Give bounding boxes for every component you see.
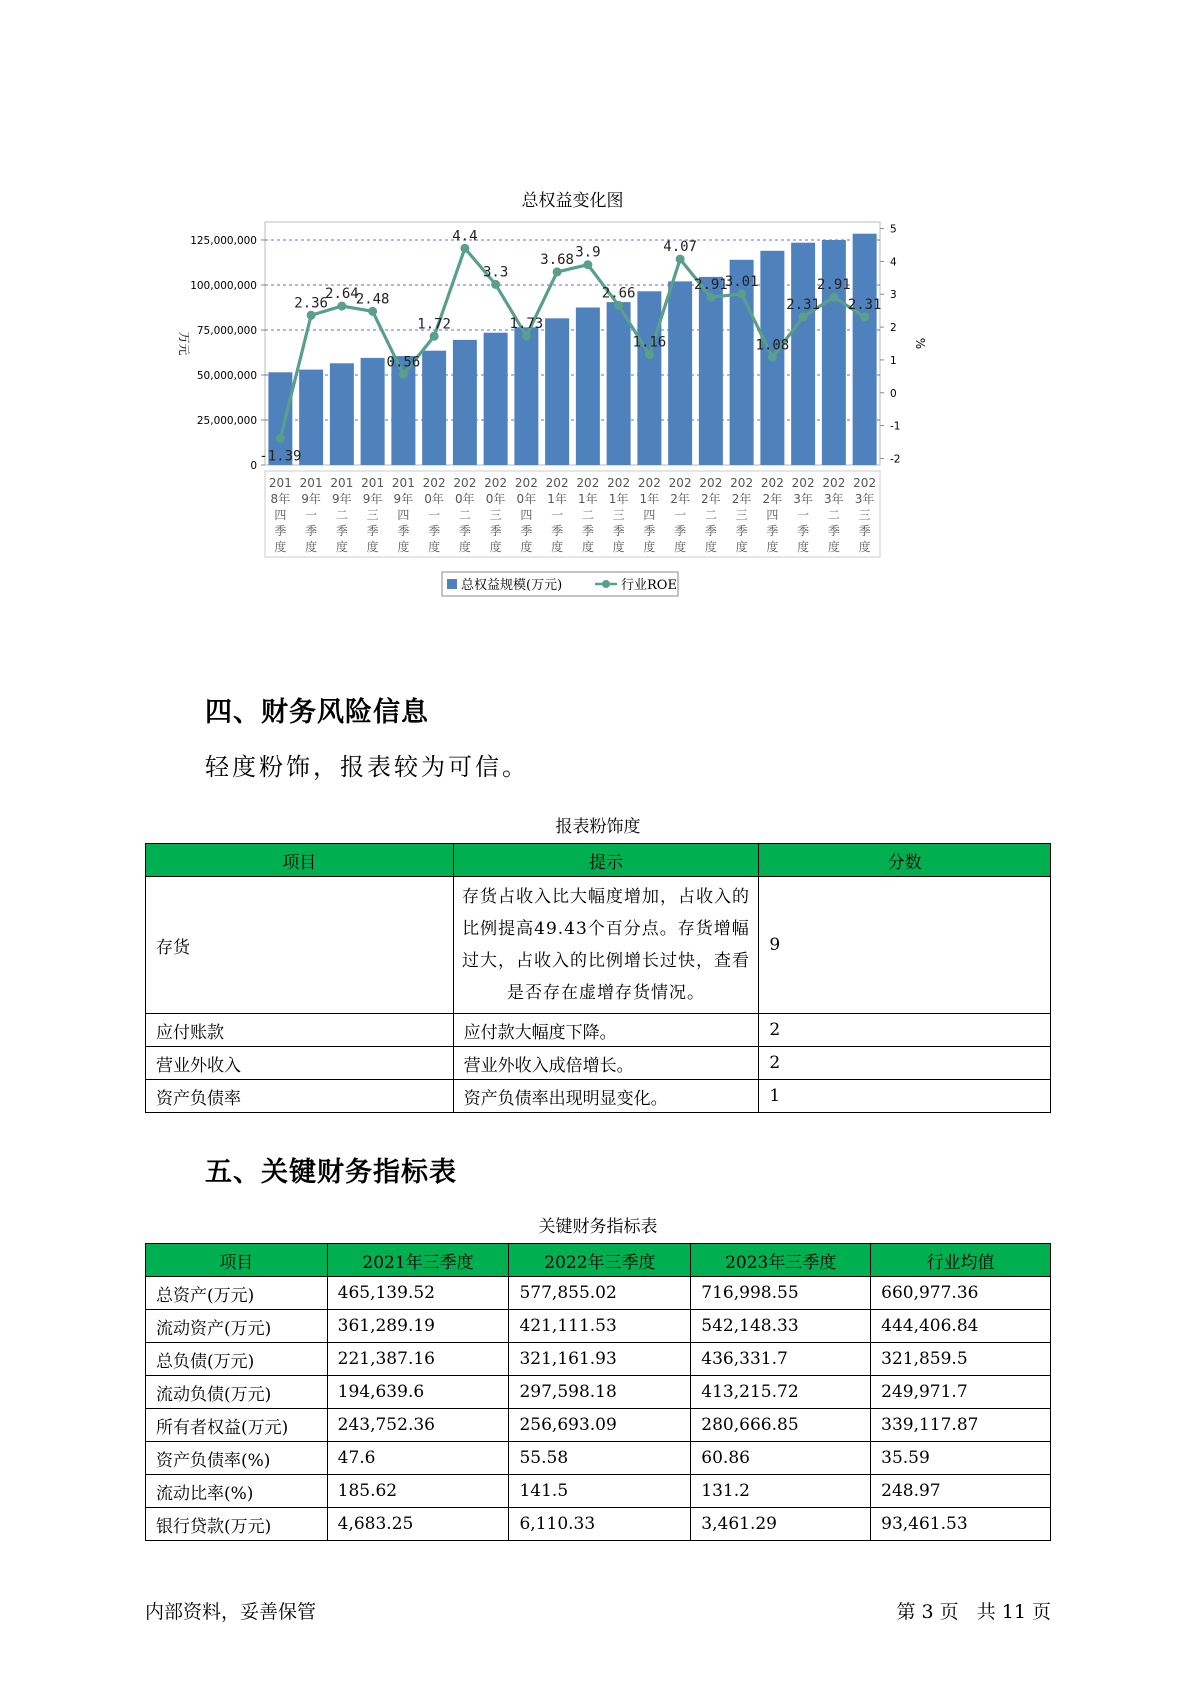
y-right-tick-label: 0 bbox=[890, 387, 897, 400]
value-cell: 297,598.18 bbox=[509, 1376, 691, 1409]
risk-summary: 轻度粉饰，报表较为可信。 bbox=[205, 753, 529, 781]
value-cell: 141.5 bbox=[509, 1475, 691, 1508]
roe-data-label: 1.16 bbox=[632, 334, 667, 351]
equity-chart-svg bbox=[170, 190, 960, 650]
roe-data-label: 3.3 bbox=[482, 264, 509, 281]
item-cell: 应付账款 bbox=[146, 1014, 454, 1047]
roe-point bbox=[768, 353, 777, 362]
item-cell: 存货 bbox=[146, 877, 454, 1014]
table-header-cell: 2022年三季度 bbox=[509, 1244, 691, 1277]
roe-point bbox=[553, 267, 562, 276]
table-header-cell: 2023年三季度 bbox=[691, 1244, 871, 1277]
table-header-row bbox=[146, 1244, 1051, 1277]
score-cell: 2 bbox=[759, 1014, 1051, 1047]
y-left-tick-label: 0 bbox=[250, 460, 257, 472]
roe-data-label: 2.31 bbox=[786, 296, 820, 313]
x-tick-label: 202 0年二季度 bbox=[453, 476, 477, 554]
table-row bbox=[146, 1047, 1051, 1080]
value-cell: 60.86 bbox=[691, 1442, 871, 1475]
roe-point bbox=[706, 293, 715, 302]
x-tick-label: 202 3年三季度 bbox=[853, 476, 877, 554]
item-cell: 总资产(万元) bbox=[146, 1277, 328, 1310]
value-cell: 321,859.5 bbox=[871, 1343, 1051, 1376]
y-right-axis-title: % bbox=[913, 337, 927, 350]
item-cell: 营业外收入 bbox=[146, 1047, 454, 1080]
roe-data-label: 3.01 bbox=[724, 273, 759, 290]
value-cell: 4,683.25 bbox=[327, 1508, 509, 1541]
table-header-cell: 提示 bbox=[453, 844, 759, 877]
roe-point bbox=[829, 293, 838, 302]
value-cell: 421,111.53 bbox=[509, 1310, 691, 1343]
y-right-tick-label: 2 bbox=[890, 322, 897, 335]
whitewash-table bbox=[145, 843, 1051, 1113]
item-cell: 流动比率(%) bbox=[146, 1475, 328, 1508]
section-4-title: 四、财务风险信息 bbox=[205, 697, 429, 728]
bar bbox=[514, 327, 538, 465]
table-header-cell: 项目 bbox=[146, 1244, 328, 1277]
value-cell: 3,461.29 bbox=[691, 1508, 871, 1541]
table-header-cell: 2021年三季度 bbox=[327, 1244, 509, 1277]
roe-data-label: 4.4 bbox=[452, 228, 478, 245]
table-row bbox=[146, 1080, 1051, 1113]
hint-cell: 应付款大幅度下降。 bbox=[453, 1014, 759, 1047]
roe-data-label: 2.91 bbox=[817, 277, 851, 294]
table-header-cell: 行业均值 bbox=[871, 1244, 1051, 1277]
score-cell: 1 bbox=[759, 1080, 1051, 1113]
equity-chart bbox=[170, 190, 960, 650]
roe-data-label: 3.9 bbox=[575, 244, 601, 261]
roe-point bbox=[676, 255, 685, 264]
value-cell: 35.59 bbox=[871, 1442, 1051, 1475]
item-cell: 流动负债(万元) bbox=[146, 1376, 328, 1409]
roe-point bbox=[307, 311, 316, 320]
roe-point bbox=[645, 350, 654, 359]
table-header-cell: 项目 bbox=[146, 844, 454, 877]
value-cell: 436,331.7 bbox=[691, 1343, 871, 1376]
y-right-tick-label: 4 bbox=[890, 256, 897, 269]
x-tick-label: 202 3年二季度 bbox=[822, 476, 846, 554]
value-cell: 47.6 bbox=[327, 1442, 509, 1475]
roe-data-label: 4.07 bbox=[663, 239, 697, 256]
key-indicators-table bbox=[145, 1243, 1051, 1541]
value-cell: 131.2 bbox=[691, 1475, 871, 1508]
table-row bbox=[146, 877, 1051, 1014]
legend-line-marker bbox=[602, 580, 610, 588]
table-row bbox=[146, 1310, 1051, 1343]
x-tick-label: 201 9年四季度 bbox=[391, 476, 415, 554]
x-tick-label: 202 2年四季度 bbox=[760, 476, 784, 554]
value-cell: 194,639.6 bbox=[327, 1376, 509, 1409]
roe-data-label: 2.66 bbox=[601, 285, 636, 302]
x-tick-label: 202 3年一季度 bbox=[791, 476, 815, 554]
value-cell: 716,998.55 bbox=[691, 1277, 871, 1310]
bar bbox=[299, 370, 323, 465]
value-cell: 93,461.53 bbox=[871, 1508, 1051, 1541]
roe-point bbox=[737, 289, 746, 298]
value-cell: 542,148.33 bbox=[691, 1310, 871, 1343]
bar bbox=[545, 318, 569, 465]
bar bbox=[699, 277, 723, 465]
x-tick-label: 201 9年一季度 bbox=[299, 476, 323, 554]
value-cell: 6,110.33 bbox=[509, 1508, 691, 1541]
roe-point bbox=[368, 307, 377, 316]
bar bbox=[791, 243, 815, 465]
roe-data-label: -1.39 bbox=[259, 448, 302, 465]
value-cell: 280,666.85 bbox=[691, 1409, 871, 1442]
roe-point bbox=[460, 244, 469, 253]
roe-data-label: 2.91 bbox=[694, 277, 728, 294]
table-row bbox=[146, 1442, 1051, 1475]
x-tick-label: 201 9年三季度 bbox=[361, 476, 385, 554]
value-cell: 55.58 bbox=[509, 1442, 691, 1475]
roe-data-label: 1.73 bbox=[509, 315, 544, 332]
table-header-row bbox=[146, 844, 1051, 877]
table1-caption: 报表粉饰度 bbox=[555, 817, 641, 837]
y-left-tick-label: 25,000,000 bbox=[196, 415, 257, 427]
value-cell: 256,693.09 bbox=[509, 1409, 691, 1442]
x-tick-label: 202 1年四季度 bbox=[637, 476, 661, 554]
x-tick-label: 202 2年二季度 bbox=[699, 476, 723, 554]
y-left-tick-label: 50,000,000 bbox=[196, 370, 257, 382]
roe-data-label: 3.68 bbox=[540, 251, 574, 268]
roe-point bbox=[337, 302, 346, 311]
x-tick-label: 202 2年三季度 bbox=[730, 476, 754, 554]
value-cell: 465,139.52 bbox=[327, 1277, 509, 1310]
value-cell: 249,971.7 bbox=[871, 1376, 1051, 1409]
value-cell: 248.97 bbox=[871, 1475, 1051, 1508]
value-cell: 444,406.84 bbox=[871, 1310, 1051, 1343]
bar bbox=[453, 340, 477, 465]
roe-point bbox=[430, 332, 439, 341]
y-right-tick-label: -1 bbox=[890, 420, 901, 433]
value-cell: 339,117.87 bbox=[871, 1409, 1051, 1442]
table-row bbox=[146, 1277, 1051, 1310]
x-tick-label: 201 9年二季度 bbox=[330, 476, 354, 554]
value-cell: 185.62 bbox=[327, 1475, 509, 1508]
value-cell: 243,752.36 bbox=[327, 1409, 509, 1442]
value-cell: 361,289.19 bbox=[327, 1310, 509, 1343]
footer-page-number: 第 3 页 共 11 页 bbox=[896, 1601, 1051, 1623]
legend-bar-label: 总权益规模(万元) bbox=[461, 578, 563, 593]
roe-data-label: 2.36 bbox=[294, 295, 328, 312]
bar bbox=[576, 308, 600, 466]
score-cell: 9 bbox=[759, 877, 1051, 1014]
x-label-frame bbox=[265, 471, 880, 557]
table-row bbox=[146, 1343, 1051, 1376]
item-cell: 资产负债率 bbox=[146, 1080, 454, 1113]
bar bbox=[330, 363, 354, 465]
roe-point bbox=[583, 260, 592, 269]
item-cell: 银行贷款(万元) bbox=[146, 1508, 328, 1541]
y-right-tick-label: 5 bbox=[890, 223, 897, 236]
chart-title: 总权益变化图 bbox=[521, 191, 624, 211]
hint-cell: 存货占收入比大幅度增加，占收入的比例提高49.43个百分点。存货增幅过大，占收入的比例增长过快，查看是否存在虚增存货情况。 bbox=[453, 877, 759, 1014]
y-right-tick-label: -2 bbox=[890, 453, 901, 466]
table-row bbox=[146, 1376, 1051, 1409]
roe-data-label: 0.56 bbox=[386, 354, 421, 371]
section-5-title: 五、关键财务指标表 bbox=[205, 1157, 457, 1188]
bar bbox=[484, 333, 508, 465]
roe-point bbox=[399, 370, 408, 379]
roe-data-label: 2.48 bbox=[355, 291, 390, 308]
value-cell: 660,977.36 bbox=[871, 1277, 1051, 1310]
y-left-axis-title: 万元 bbox=[177, 331, 191, 356]
y-left-tick-label: 75,000,000 bbox=[196, 325, 257, 337]
x-tick-label: 202 0年三季度 bbox=[484, 476, 508, 554]
roe-point bbox=[614, 301, 623, 310]
roe-data-label: 2.64 bbox=[325, 286, 359, 303]
roe-point bbox=[522, 331, 531, 340]
roe-data-label: 1.08 bbox=[755, 337, 790, 354]
y-right-tick-label: 3 bbox=[890, 289, 897, 302]
table-row bbox=[146, 1409, 1051, 1442]
roe-point bbox=[491, 280, 500, 289]
footer-confidential: 内部资料，妥善保管 bbox=[145, 1601, 317, 1623]
x-tick-label: 202 1年三季度 bbox=[607, 476, 631, 554]
roe-point bbox=[860, 312, 869, 321]
x-tick-label: 202 0年一季度 bbox=[422, 476, 446, 554]
item-cell: 资产负债率(%) bbox=[146, 1442, 328, 1475]
roe-point bbox=[799, 312, 808, 321]
table-row bbox=[146, 1475, 1051, 1508]
x-tick-label: 202 1年一季度 bbox=[545, 476, 569, 554]
value-cell: 413,215.72 bbox=[691, 1376, 871, 1409]
bar bbox=[361, 358, 385, 465]
legend-line-label: 行业ROE bbox=[621, 578, 677, 593]
table-header-cell: 分数 bbox=[759, 844, 1051, 877]
value-cell: 321,161.93 bbox=[509, 1343, 691, 1376]
item-cell: 总负债(万元) bbox=[146, 1343, 328, 1376]
roe-data-label: 2.31 bbox=[847, 296, 882, 313]
score-cell: 2 bbox=[759, 1047, 1051, 1080]
hint-cell: 营业外收入成倍增长。 bbox=[453, 1047, 759, 1080]
x-tick-label: 202 0年四季度 bbox=[514, 476, 538, 554]
bar bbox=[422, 351, 446, 465]
value-cell: 221,387.16 bbox=[327, 1343, 509, 1376]
x-tick-label: 202 2年一季度 bbox=[668, 476, 692, 554]
item-cell: 所有者权益(万元) bbox=[146, 1409, 328, 1442]
bar bbox=[822, 240, 846, 465]
bar bbox=[637, 291, 661, 465]
table-row bbox=[146, 1508, 1051, 1541]
bar bbox=[607, 302, 631, 465]
x-tick-label: 202 1年二季度 bbox=[576, 476, 600, 554]
table-row bbox=[146, 1014, 1051, 1047]
hint-cell: 资产负债率出现明显变化。 bbox=[453, 1080, 759, 1113]
bar bbox=[853, 234, 877, 465]
roe-point bbox=[276, 434, 285, 443]
y-left-tick-label: 100,000,000 bbox=[190, 280, 257, 292]
roe-data-label: 1.72 bbox=[417, 316, 451, 333]
bar bbox=[668, 281, 692, 465]
value-cell: 577,855.02 bbox=[509, 1277, 691, 1310]
item-cell: 流动资产(万元) bbox=[146, 1310, 328, 1343]
legend-bar-swatch bbox=[447, 579, 457, 589]
x-tick-label: 201 8年四季度 bbox=[268, 476, 292, 554]
y-right-tick-label: 1 bbox=[890, 354, 897, 367]
table2-caption: 关键财务指标表 bbox=[538, 1217, 658, 1237]
y-left-tick-label: 125,000,000 bbox=[190, 235, 257, 247]
